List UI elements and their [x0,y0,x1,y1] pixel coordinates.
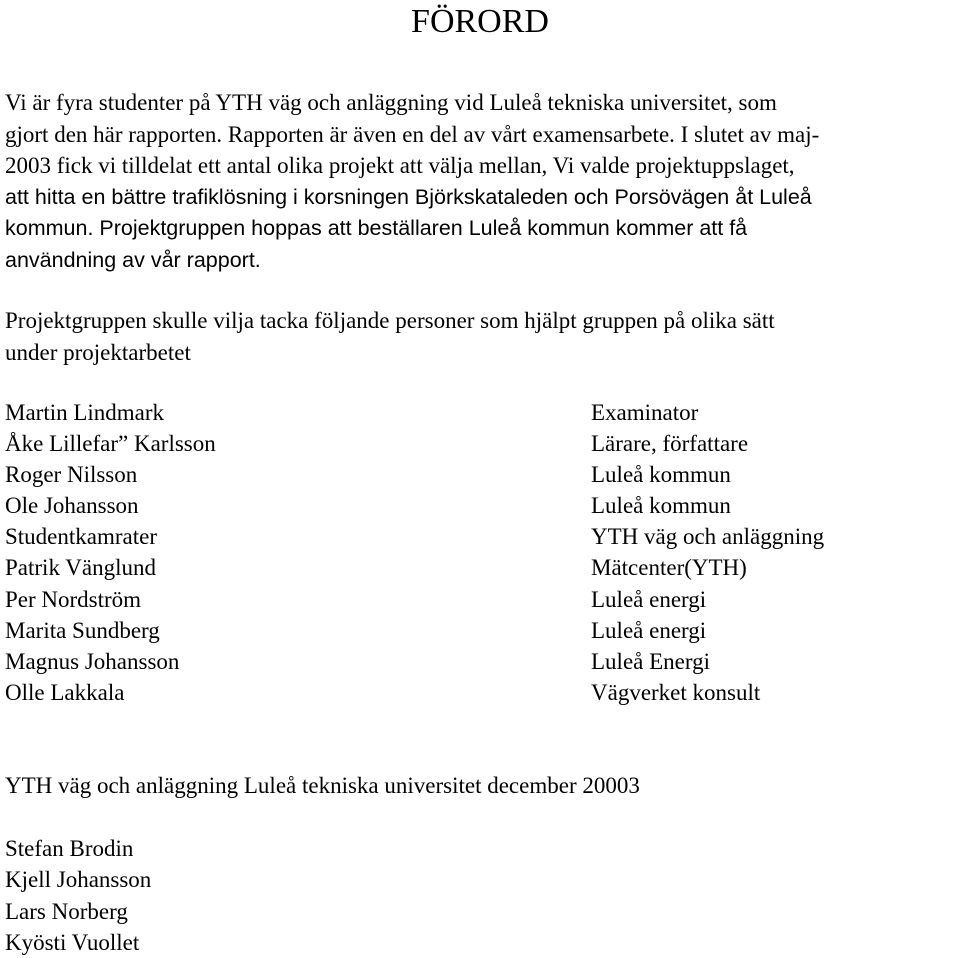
person-name: Per Nordström [5,586,142,612]
person-role: Mätcenter(YTH) [591,555,747,581]
person-name: Ole Johansson [5,493,139,519]
person-row [5,615,960,646]
person-row [5,459,960,490]
person-role: Examinator [591,400,699,425]
person-row [5,521,960,552]
intro-paragraph [5,87,960,276]
intro-line: Vi är fyra studenter på YTH väg och anläggning vid Luleå tekniska universitet, som [5,90,777,115]
thanks-paragraph [5,305,960,368]
person-name: Patrik Vänglund [5,555,156,581]
signoff-line: YTH väg och anläggning Luleå tekniska universitet december 20003 [5,773,640,798]
person-role: Luleå energi [591,586,707,612]
person-name: Martin Lindmark [5,400,165,425]
intro-line: att hitta en bättre trafiklösning i korsningen Björkskataleden och Porsövägen åt Luleå [5,184,812,209]
intro-line: användning av vår rapport. [5,247,261,272]
person-name: Magnus Johansson [5,648,180,674]
person-row [5,584,960,615]
person-row [5,552,960,583]
person-row [5,677,960,708]
person-row [5,490,960,521]
person-row [5,428,960,459]
person-name: Åke Lillefar” Karlsson [5,431,216,457]
thanks-line: under projektarbetet [5,339,191,365]
intro-line: 2003 fick vi tilldelat ett antal olika projekt att välja mellan, Vi valde projektuppslaget, [5,153,795,178]
person-row [5,646,960,677]
person-role: Luleå energi [591,617,707,643]
person-row [5,397,960,428]
person-role: Luleå kommun [591,462,731,488]
thanks-line: Projektgruppen skulle vilja tacka följande personer som hjälpt gruppen på olika sätt [5,308,775,333]
author-name: Lars Norberg [5,898,128,924]
author-list [5,833,605,958]
intro-line: kommun. Projektgruppen hoppas att beställaren Luleå kommun kommer att få [5,216,748,240]
author-name: Stefan Brodin [5,836,134,861]
author-name: Kyösti Vuollet [5,929,140,955]
person-name: Marita Sundberg [5,617,160,643]
person-role: Luleå kommun [591,493,731,519]
page-title: FÖRORD [411,3,549,40]
acknowledgements-list [5,397,960,708]
person-name: Studentkamrater [5,524,158,550]
person-role: Vägverket konsult [591,679,761,705]
person-role: Lärare, författare [591,431,749,457]
person-role: YTH väg och anläggning [591,524,825,550]
intro-line: gjort den här rapporten. Rapporten är även en del av vårt examensarbete. I slutet av maj- [5,121,820,147]
person-name: Roger Nilsson [5,462,138,488]
person-name: Olle Lakkala [5,679,125,705]
author-name: Kjell Johansson [5,867,152,893]
person-role: Luleå Energi [591,648,710,674]
